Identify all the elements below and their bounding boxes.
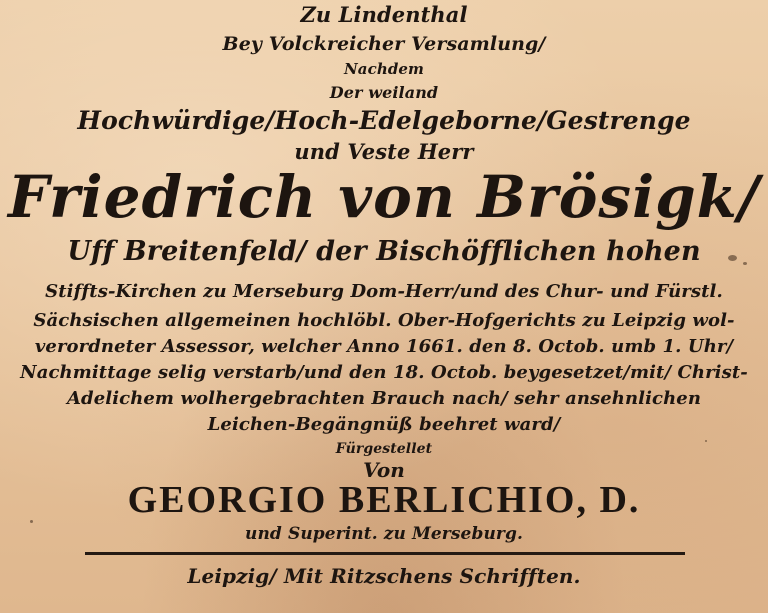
place-line: Zu Lindenthal [300, 2, 468, 27]
assembly-line: Bey Volckreicher Versamlung/ [222, 33, 546, 55]
von-line: Von [363, 458, 405, 482]
veste-herr-line: und Veste Herr [294, 139, 474, 164]
presented-line: Fürgestellet [335, 441, 433, 457]
deceased-name: Friedrich von Brösigk/ [7, 163, 761, 231]
author-title: und Superint. zu Merseburg. [245, 524, 523, 544]
body-line-5: Adelichem wolhergebrachten Brauch nach/ sehr ansehnlichen [66, 388, 702, 409]
body-line-6: Leichen-Begängnüß beehret ward/ [207, 414, 561, 435]
divider-rule [85, 552, 685, 555]
author-name: GEORGIO BERLICHIO, D. [127, 479, 641, 521]
body-line-2: Sächsischen allgemeinen hochlöbl. Ober-Hofgerichts zu Leipzig wol- [33, 310, 735, 331]
body-line-3: verordneter Assessor, welcher Anno 1661. den 8. Octob. umb 1. Uhr/ [34, 336, 734, 357]
estate-line: Uff Breitenfeld/ der Bischöfflichen hohen [67, 236, 701, 267]
body-line-4: Nachmittage selig verstarb/und den 18. Octob. beygesetzet/mit/ Christ- [20, 362, 748, 383]
honorifics-line: Hochwürdige/Hoch-Edelgeborne/Gestrenge [77, 106, 691, 135]
body-line-1: Stiffts-Kirchen zu Merseburg Dom-Herr/und des Chur- und Fürstl. [45, 281, 723, 302]
imprint-line: Leipzig/ Mit Ritzschens Schrifften. [187, 564, 581, 588]
weiland-line: Der weiland [329, 83, 439, 102]
nachdem-line: Nachdem [343, 60, 425, 78]
